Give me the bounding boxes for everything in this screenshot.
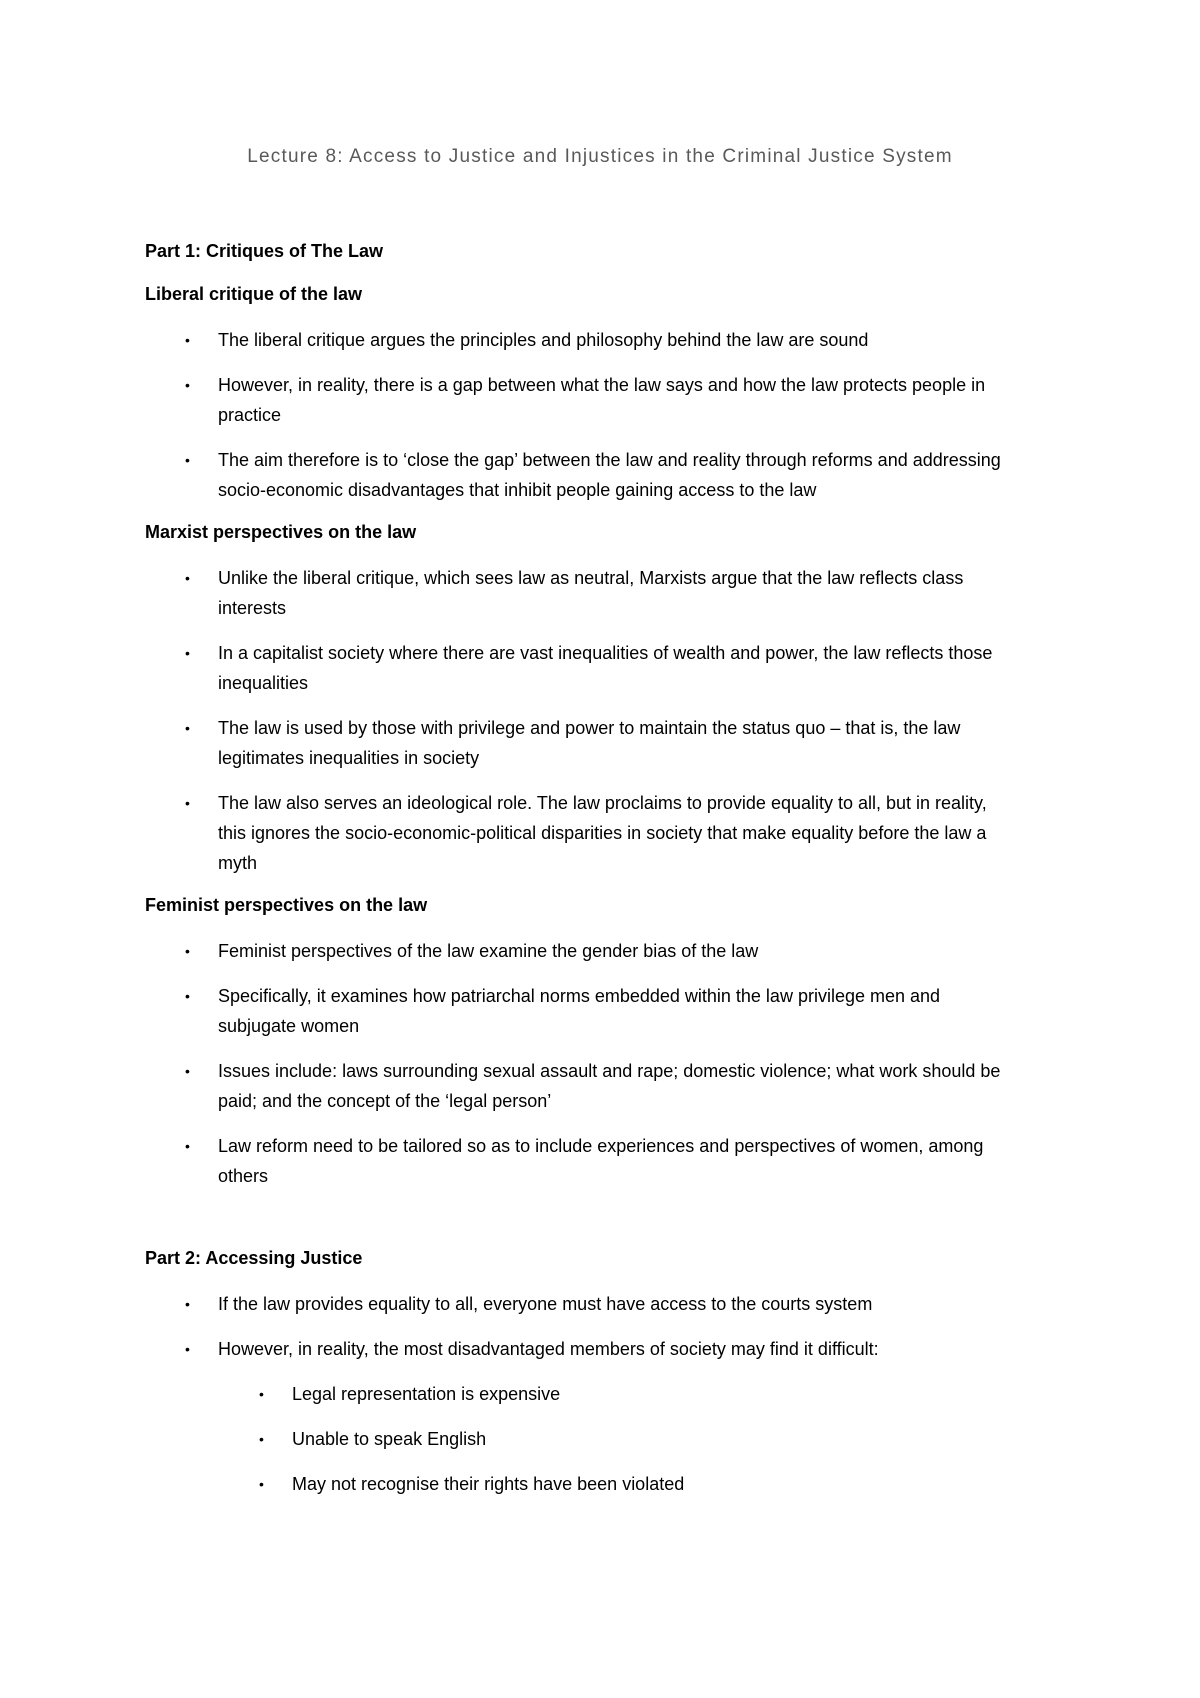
bullet-icon: • bbox=[185, 1296, 190, 1312]
section-spacer bbox=[145, 1206, 1065, 1246]
sub-list-item: • Legal representation is expensive bbox=[145, 1379, 1012, 1409]
sub-list-item: • Unable to speak English bbox=[145, 1424, 1012, 1454]
bullet-icon: • bbox=[185, 1138, 190, 1154]
bullet-icon: • bbox=[185, 377, 190, 393]
list-item: • Law reform need to be tailored so as to include experiences and perspectives of women, among others bbox=[145, 1131, 1008, 1191]
bullet-icon: • bbox=[259, 1431, 264, 1447]
list-item: • If the law provides equality to all, everyone must have access to the courts system bbox=[145, 1289, 1008, 1319]
part1-heading: Part 1: Critiques of The Law bbox=[145, 241, 384, 261]
marxist-list bbox=[145, 563, 1065, 878]
liberal-list bbox=[145, 325, 1065, 505]
bullet-icon: • bbox=[259, 1386, 264, 1402]
bullet-icon: • bbox=[185, 645, 190, 661]
list-item: • Unlike the liberal critique, which sees law as neutral, Marxists argue that the law reflects class interests bbox=[145, 563, 1008, 623]
marxist-heading: Marxist perspectives on the law bbox=[145, 522, 417, 542]
list-item: • Issues include: laws surrounding sexual assault and rape; domestic violence; what work should be paid; and the concept of the ‘legal person’ bbox=[145, 1056, 1008, 1116]
list-item: • Feminist perspectives of the law examine the gender bias of the law bbox=[145, 936, 1008, 966]
part2-list bbox=[145, 1289, 1065, 1499]
list-item: • The law also serves an ideological role. The law proclaims to provide equality to all, but in reality, this ignores the socio-economic-political disparities in society that make equality before the law a myth bbox=[145, 788, 1008, 878]
list-item: • However, in reality, the most disadvantaged members of society may find it difficult: bbox=[145, 1334, 1008, 1364]
bullet-icon: • bbox=[185, 943, 190, 959]
list-item: • However, in reality, there is a gap between what the law says and how the law protects people in practice bbox=[145, 370, 1008, 430]
liberal-heading: Liberal critique of the law bbox=[145, 284, 363, 304]
list-item: • In a capitalist society where there are vast inequalities of wealth and power, the law reflects those inequalities bbox=[145, 638, 1008, 698]
bullet-icon: • bbox=[185, 570, 190, 586]
page-title: Lecture 8: Access to Justice and Injustices in the Criminal Justice System bbox=[247, 146, 953, 167]
part2-heading: Part 2: Accessing Justice bbox=[145, 1248, 363, 1268]
bullet-icon: • bbox=[185, 452, 190, 468]
bullet-icon: • bbox=[185, 1063, 190, 1079]
bullet-icon: • bbox=[185, 332, 190, 348]
list-item: • The law is used by those with privilege and power to maintain the status quo – that is, the law legitimates inequalities in society bbox=[145, 713, 1008, 773]
bullet-icon: • bbox=[259, 1476, 264, 1492]
bullet-icon: • bbox=[185, 720, 190, 736]
document-body bbox=[145, 239, 1065, 1514]
list-item: • The liberal critique argues the principles and philosophy behind the law are sound bbox=[145, 325, 1008, 355]
feminist-list bbox=[145, 936, 1065, 1191]
bullet-icon: • bbox=[185, 988, 190, 1004]
bullet-icon: • bbox=[185, 1341, 190, 1357]
sub-list-item: • May not recognise their rights have been violated bbox=[145, 1469, 1012, 1499]
bullet-icon: • bbox=[185, 795, 190, 811]
feminist-heading: Feminist perspectives on the law bbox=[145, 895, 428, 915]
list-item: • Specifically, it examines how patriarchal norms embedded within the law privilege men and subjugate women bbox=[145, 981, 1008, 1041]
list-item: • The aim therefore is to ‘close the gap’ between the law and reality through reforms and addressing socio-economic disadvantages that inhibit people gaining access to the law bbox=[145, 445, 1008, 505]
